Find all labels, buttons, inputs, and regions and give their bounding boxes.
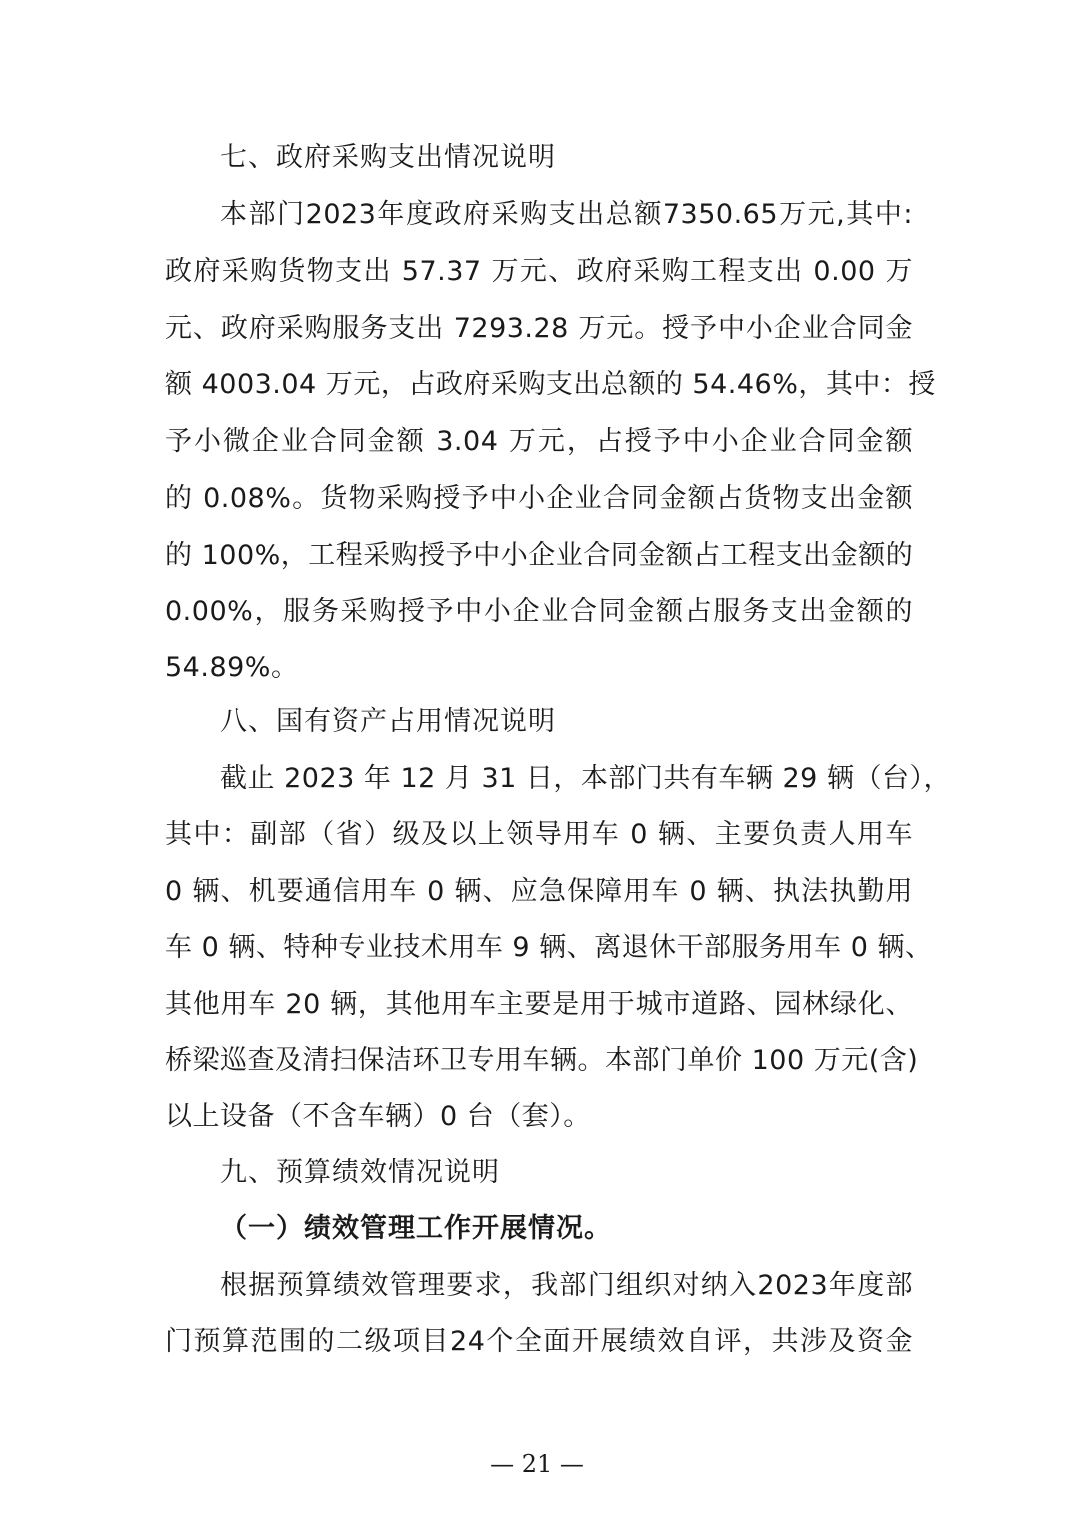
section-7-line-7: 的 100%，工程采购授予中小企业合同金额占工程支出金额的	[165, 540, 914, 571]
section-9-subsection-1-title: （一）绩效管理工作开展情况。	[220, 1213, 612, 1244]
section-8-title: 八、国有资产占用情况说明	[220, 706, 556, 737]
section-7-line-5: 予小微企业合同金额 3.04 万元，占授予中小企业合同金额	[165, 426, 913, 457]
section-7-line-2: 政府采购货物支出 57.37 万元、政府采购工程支出 0.00 万	[165, 256, 913, 287]
section-8-line-1: 截止 2023 年 12 月 31 日，本部门共有车辆 29 辆（台），	[220, 763, 951, 794]
section-9-line-2: 门预算范围的二级项目24个全面开展绩效自评，共涉及资金	[165, 1326, 913, 1357]
section-8-line-7: 以上设备（不含车辆）0 台（套）。	[165, 1101, 591, 1132]
section-8-line-5: 其他用车 20 辆，其他用车主要是用于城市道路、园林绿化、	[165, 989, 913, 1020]
section-7-line-3: 元、政府采购服务支出 7293.28 万元。授予中小企业合同金	[165, 313, 913, 344]
section-7-line-4: 额 4003.04 万元，占政府采购支出总额的 54.46%，其中：授	[165, 369, 936, 400]
section-8-line-2: 其中：副部（省）级及以上领导用车 0 辆、主要负责人用车	[165, 819, 913, 850]
section-7-line-1: 本部门2023年度政府采购支出总额7350.65万元,其中:	[220, 199, 913, 230]
page-number: — 21 —	[490, 1450, 584, 1478]
section-7-line-8: 0.00%，服务采购授予中小企业合同金额占服务支出金额的	[165, 596, 913, 627]
section-8-line-4: 车 0 辆、特种专业技术用车 9 辆、离退休干部服务用车 0 辆、	[165, 932, 933, 963]
section-8-line-6: 桥梁巡查及清扫保洁环卫专用车辆。本部门单价 100 万元(含)	[165, 1045, 919, 1076]
section-9-title: 九、预算绩效情况说明	[220, 1157, 500, 1188]
section-7-line-9: 54.89%。	[165, 652, 299, 683]
section-7-line-6: 的 0.08%。货物采购授予中小企业合同金额占货物支出金额	[165, 483, 913, 514]
section-8-line-3: 0 辆、机要通信用车 0 辆、应急保障用车 0 辆、执法执勤用	[165, 876, 913, 907]
section-7-title: 七、政府采购支出情况说明	[220, 142, 556, 173]
section-9-line-1: 根据预算绩效管理要求，我部门组织对纳入2023年度部	[220, 1270, 913, 1301]
